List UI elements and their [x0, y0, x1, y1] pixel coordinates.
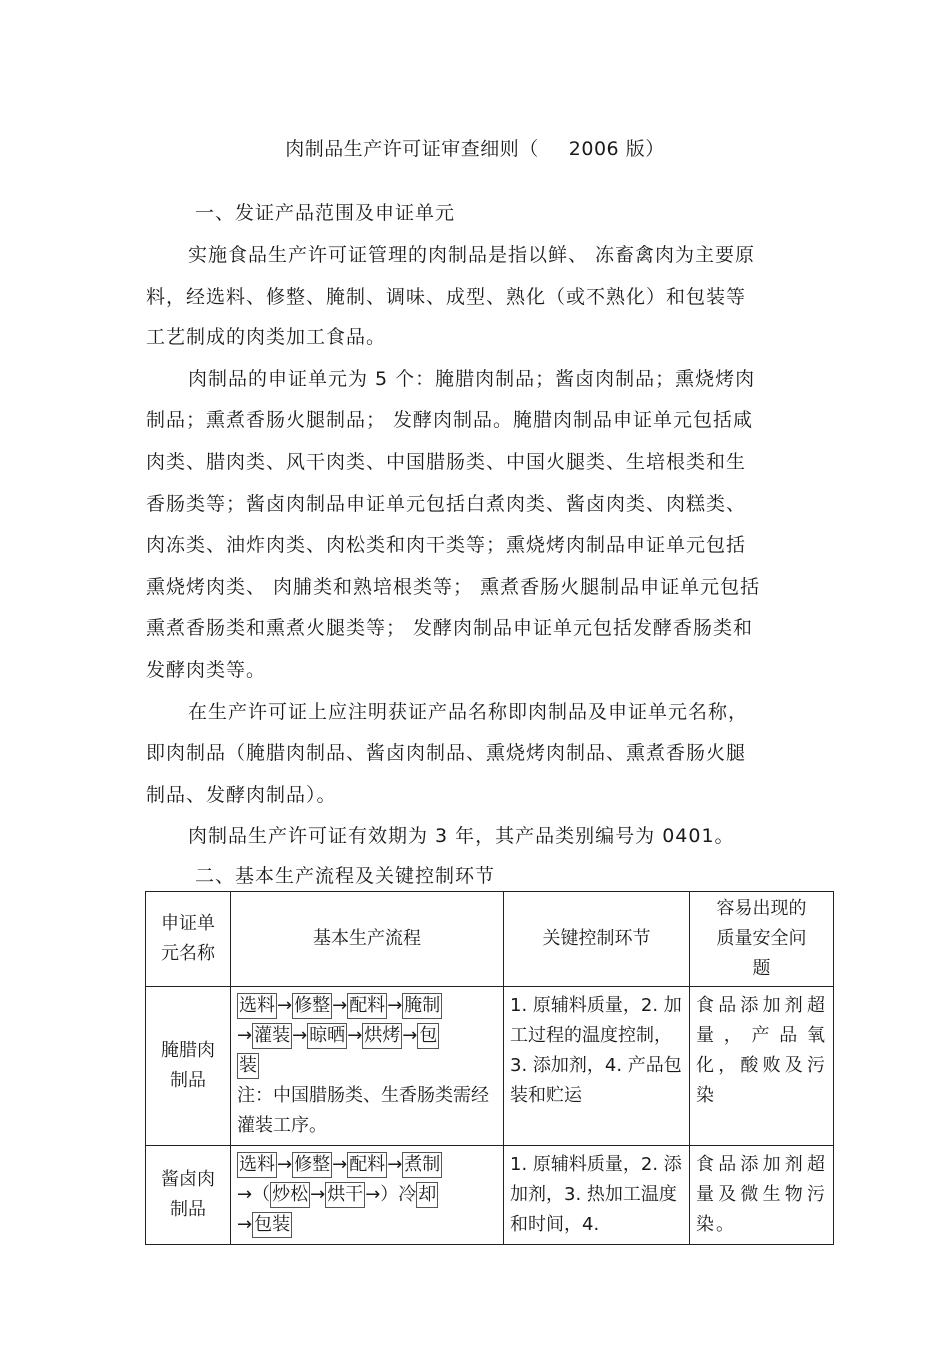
flow-line — [237, 1051, 497, 1081]
header-unit: 申证单 元名称 — [146, 892, 231, 987]
flow-line — [237, 1021, 497, 1051]
flow-step: 选料 — [237, 1152, 277, 1178]
paragraph-line: 在生产许可证上应注明获证产品名称即肉制品及申证单元名称， — [188, 701, 749, 723]
flow-step: 配料 — [347, 1152, 387, 1178]
flow-step: 配料 — [347, 993, 387, 1019]
arrow-icon: → — [332, 1154, 348, 1175]
flow-step: 灌装 — [252, 1023, 292, 1049]
flow-line — [237, 1150, 497, 1180]
section1-heading: 一、发证产品范围及申证单元 — [195, 202, 456, 224]
flow-step: 炒松 — [270, 1182, 310, 1208]
control-cell: 1. 原辅料质量，2. 加工过程的温度控制，3. 添加剂，4. 产品包装和贮运 — [504, 987, 690, 1146]
header-control: 关键控制环节 — [504, 892, 690, 987]
title-year: 2006 版） — [568, 138, 665, 160]
paragraph-line: 肉制品生产许可证有效期为 3 年，其产品类别编号为 0401。 — [188, 825, 735, 847]
table-row — [146, 987, 834, 1146]
flow-step: 晾晒 — [307, 1023, 347, 1049]
control-table — [145, 891, 834, 1245]
flow-cell — [231, 987, 504, 1146]
issues-cell: 食品添加剂超量及微生物污染。 — [690, 1146, 834, 1245]
flow-step: 烘烤 — [362, 1023, 402, 1049]
flow-note: 注：中国腊肠类、生香肠类需经灌装工序。 — [237, 1085, 489, 1136]
arrow-icon: → — [277, 995, 293, 1016]
arrow-icon: → — [387, 995, 403, 1016]
page-title — [0, 134, 950, 161]
paragraph-line: 熏煮香肠类和熏煮火腿类等； 发酵肉制品申证单元包括发酵香肠类和 — [146, 617, 754, 639]
paragraph-line: 制品；熏煮香肠火腿制品； 发酵肉制品。腌腊肉制品申证单元包括咸 — [146, 409, 754, 431]
flow-step: 修整 — [292, 1152, 332, 1178]
control-cell: 1. 原辅料质量，2. 添加剂，3. 热加工温度和时间，4. — [504, 1146, 690, 1245]
paragraph-line: 即肉制品（腌腊肉制品、酱卤肉制品、熏烧烤肉制品、熏煮香肠火腿 — [146, 742, 747, 764]
header-flow: 基本生产流程 — [231, 892, 504, 987]
arrow-icon: → — [387, 1154, 403, 1175]
flow-line — [237, 991, 497, 1021]
arrow-icon: → — [237, 1214, 253, 1235]
paragraph-line: 实施食品生产许可证管理的肉制品是指以鲜、 冻畜禽肉为主要原 — [188, 244, 756, 266]
flow-step: 包装 — [252, 1212, 292, 1238]
flow-step: 烘干 — [325, 1182, 365, 1208]
flow-step: 腌制 — [402, 993, 442, 1019]
arrow-icon: → — [292, 1025, 308, 1046]
flow-step: 修整 — [292, 993, 332, 1019]
flow-step: 选料 — [237, 993, 277, 1019]
title-main: 肉制品生产许可证审查细则（ — [285, 138, 539, 160]
paragraph-line: 熏烧烤肉类、 肉脯类和熟培根类等； 熏煮香肠火腿制品申证单元包括 — [146, 576, 761, 598]
arrow-icon: → — [402, 1025, 418, 1046]
paragraph-line: 肉制品的申证单元为 5 个：腌腊肉制品；酱卤肉制品；熏烧烤肉 — [188, 368, 756, 390]
table-row — [146, 1146, 834, 1245]
unit-cell: 酱卤肉 制品 — [146, 1146, 231, 1245]
paragraph-line: 料，经选料、修整、腌制、调味、成型、熟化（或不熟化）和包装等 — [146, 286, 747, 308]
table-header-row — [146, 892, 834, 987]
paragraph-line: 肉冻类、油炸肉类、肉松类和肉干类等；熏烧烤肉制品申证单元包括 — [146, 534, 747, 556]
flow-line — [237, 1210, 497, 1240]
arrow-icon: → — [347, 1025, 363, 1046]
arrow-icon: → — [332, 995, 348, 1016]
flow-line — [237, 1180, 497, 1210]
section2-heading: 二、基本生产流程及关键控制环节 — [195, 865, 496, 887]
paragraph-line: 香肠类等；酱卤肉制品申证单元包括白煮肉类、酱卤肉类、肉糕类、 — [146, 493, 747, 515]
flow-step: 却 — [416, 1182, 438, 1208]
paragraph-line: 肉类、腊肉类、风干肉类、中国腊肠类、中国火腿类、生培根类和生 — [146, 451, 747, 473]
arrow-icon: → — [310, 1184, 326, 1205]
arrow-icon: → — [237, 1025, 253, 1046]
paragraph-line: 制品、发酵肉制品）。 — [146, 784, 337, 806]
paragraph-line: 发酵肉类等。 — [146, 659, 267, 681]
flow-text: →（ — [237, 1184, 271, 1205]
flow-cell — [231, 1146, 504, 1245]
arrow-icon: → — [277, 1154, 293, 1175]
flow-text: →）冷 — [365, 1184, 417, 1205]
flow-step: 装 — [237, 1053, 259, 1079]
unit-cell: 腌腊肉 制品 — [146, 987, 231, 1146]
issues-cell: 食品添加剂超量，产品氧化，酸败及污染 — [690, 987, 834, 1146]
flow-step: 包 — [417, 1023, 439, 1049]
header-issues: 容易出现的 质量安全问 题 — [690, 892, 834, 987]
paragraph-line: 工艺制成的肉类加工食品。 — [146, 326, 387, 348]
flow-step: 煮制 — [402, 1152, 442, 1178]
